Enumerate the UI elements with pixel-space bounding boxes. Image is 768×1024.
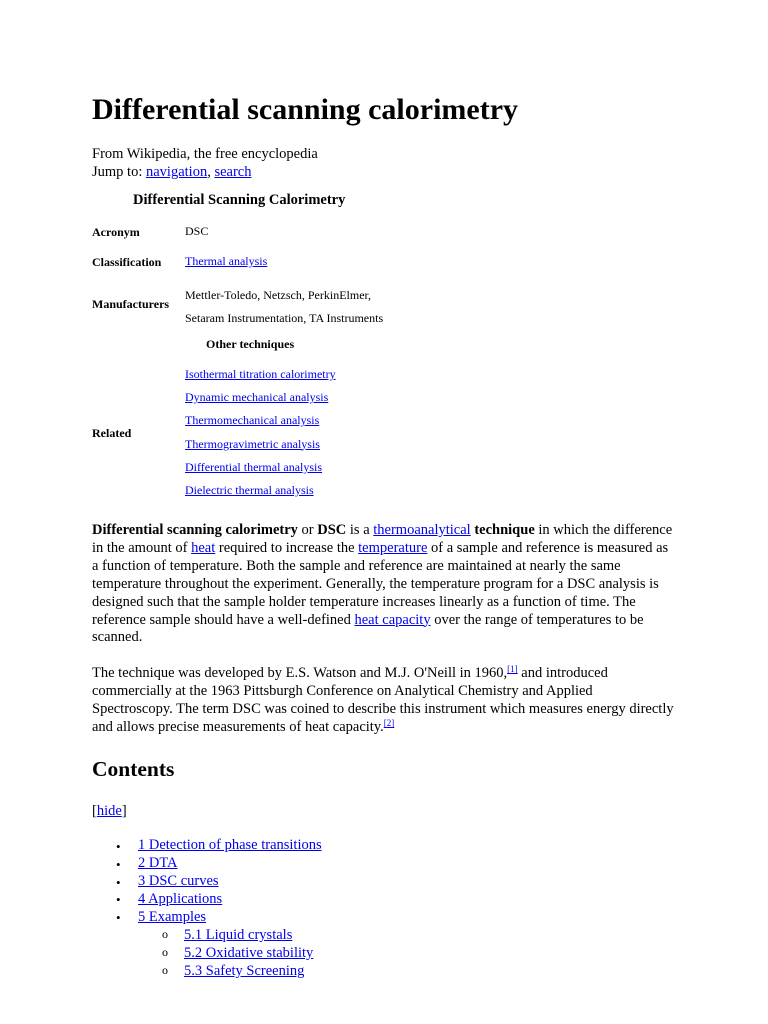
from-wikipedia: From Wikipedia, the free encyclopedia xyxy=(92,146,318,162)
infobox-acronym-value: DSC xyxy=(185,224,209,238)
jump-to-label: Jump to: xyxy=(92,164,146,180)
related-link[interactable]: Dielectric thermal analysis xyxy=(185,482,314,497)
manufacturers-line-1: Mettler-Toledo, Netzsch, PerkinElmer, xyxy=(185,288,372,302)
jump-sep: , xyxy=(207,164,215,180)
hide-toc-link[interactable]: hide xyxy=(96,803,122,819)
text: required to increase the xyxy=(215,539,359,556)
bullet-icon: • xyxy=(116,910,121,925)
infobox-other-techniques: Other techniques xyxy=(206,337,295,351)
contents-heading: Contents xyxy=(92,757,175,781)
related-link[interactable]: Differential thermal analysis xyxy=(185,459,323,474)
infobox-related-label: Related xyxy=(92,426,132,440)
infobox-classification-link[interactable]: Thermal analysis xyxy=(185,254,268,268)
text: in which the difference in the amount of xyxy=(92,522,673,556)
text: or xyxy=(297,522,318,538)
bold-term: Differential scanning calorimetry xyxy=(92,522,298,538)
text: is a xyxy=(346,522,374,538)
infobox-acronym-label: Acronym xyxy=(92,225,140,239)
navigation-link[interactable]: navigation xyxy=(145,164,208,180)
thermoanalytical-link[interactable]: thermoanalytical xyxy=(373,522,471,538)
toc-item[interactable]: 5 Examples xyxy=(138,909,207,925)
infobox-related-list xyxy=(185,366,336,505)
history-paragraph xyxy=(92,665,677,737)
toc-item[interactable]: 1 Detection of phase transitions xyxy=(138,837,322,853)
text: and introduced commercially at the 1963 Pittsburgh Conference on Analytical Chemistry and Applied Spectroscopy. The term DSC was coined to describe this instrument which measures energy directly and allows precise measurements of heat capacity. xyxy=(92,665,674,735)
toc-toggle xyxy=(92,803,127,820)
infobox-classification-label: Classification xyxy=(92,255,162,269)
bullet-icon: • xyxy=(116,892,121,907)
bold-term: DSC xyxy=(317,522,347,538)
related-link[interactable]: Thermogravimetric analysis xyxy=(185,436,320,451)
intro-paragraph xyxy=(92,522,677,647)
bullet-icon: • xyxy=(116,857,121,872)
text: of a sample and reference is measured as a function of temperature. Both the sample and reference are maintained at nearly the same temperature throughout the experiment. Generally, the temperature program for a DSC analysis is designed such that the sample holder temperature increases linearly as a function of time. The reference sample should have a well-defined xyxy=(92,539,669,628)
reference-2-link[interactable]: [2] xyxy=(383,717,395,728)
page-title: Differential scanning calorimetry xyxy=(92,93,519,126)
toc-subitem[interactable]: 5.2 Oxidative stability xyxy=(184,945,314,961)
circle-bullet-icon: o xyxy=(162,945,168,959)
toc-subitem[interactable]: 5.1 Liquid crystals xyxy=(184,927,293,943)
text: The technique was developed by E.S. Watson and M.J. O'Neill in 1960, xyxy=(92,665,508,681)
related-link[interactable]: Dynamic mechanical analysis xyxy=(185,390,329,405)
heat-capacity-link[interactable]: heat capacity xyxy=(354,611,431,628)
related-link[interactable]: Isothermal titration calorimetry xyxy=(185,367,336,381)
bullet-icon: • xyxy=(116,839,121,854)
jump-to xyxy=(92,163,318,181)
toc-item[interactable]: 2 DTA xyxy=(138,855,178,871)
infobox-manufacturers-value xyxy=(185,284,383,330)
toc-subitem[interactable]: 5.3 Safety Screening xyxy=(184,963,305,979)
reference-1-link[interactable]: [1] xyxy=(507,664,518,674)
manufacturers-line-2: Setaram Instrumentation, TA Instruments xyxy=(185,311,384,325)
related-link[interactable]: Thermomechanical analysis xyxy=(185,413,320,428)
circle-bullet-icon: o xyxy=(162,927,168,941)
bold-term: technique xyxy=(474,522,535,538)
heat-link[interactable]: heat xyxy=(191,539,216,556)
toc-item[interactable]: 4 Applications xyxy=(138,891,223,907)
circle-bullet-icon: o xyxy=(162,963,168,977)
article-subtitle xyxy=(92,145,318,181)
infobox-title: Differential Scanning Calorimetry xyxy=(133,192,346,208)
bracket: [ xyxy=(92,803,97,819)
bullet-icon: • xyxy=(116,875,121,890)
temperature-link[interactable]: temperature xyxy=(358,539,428,556)
text: over the range of temperatures to be scanned. xyxy=(92,611,644,646)
toc-item[interactable]: 3 DSC curves xyxy=(138,873,219,889)
infobox-manufacturers-label: Manufacturers xyxy=(92,297,170,311)
search-link[interactable]: search xyxy=(214,164,252,180)
bracket: ] xyxy=(121,803,127,819)
